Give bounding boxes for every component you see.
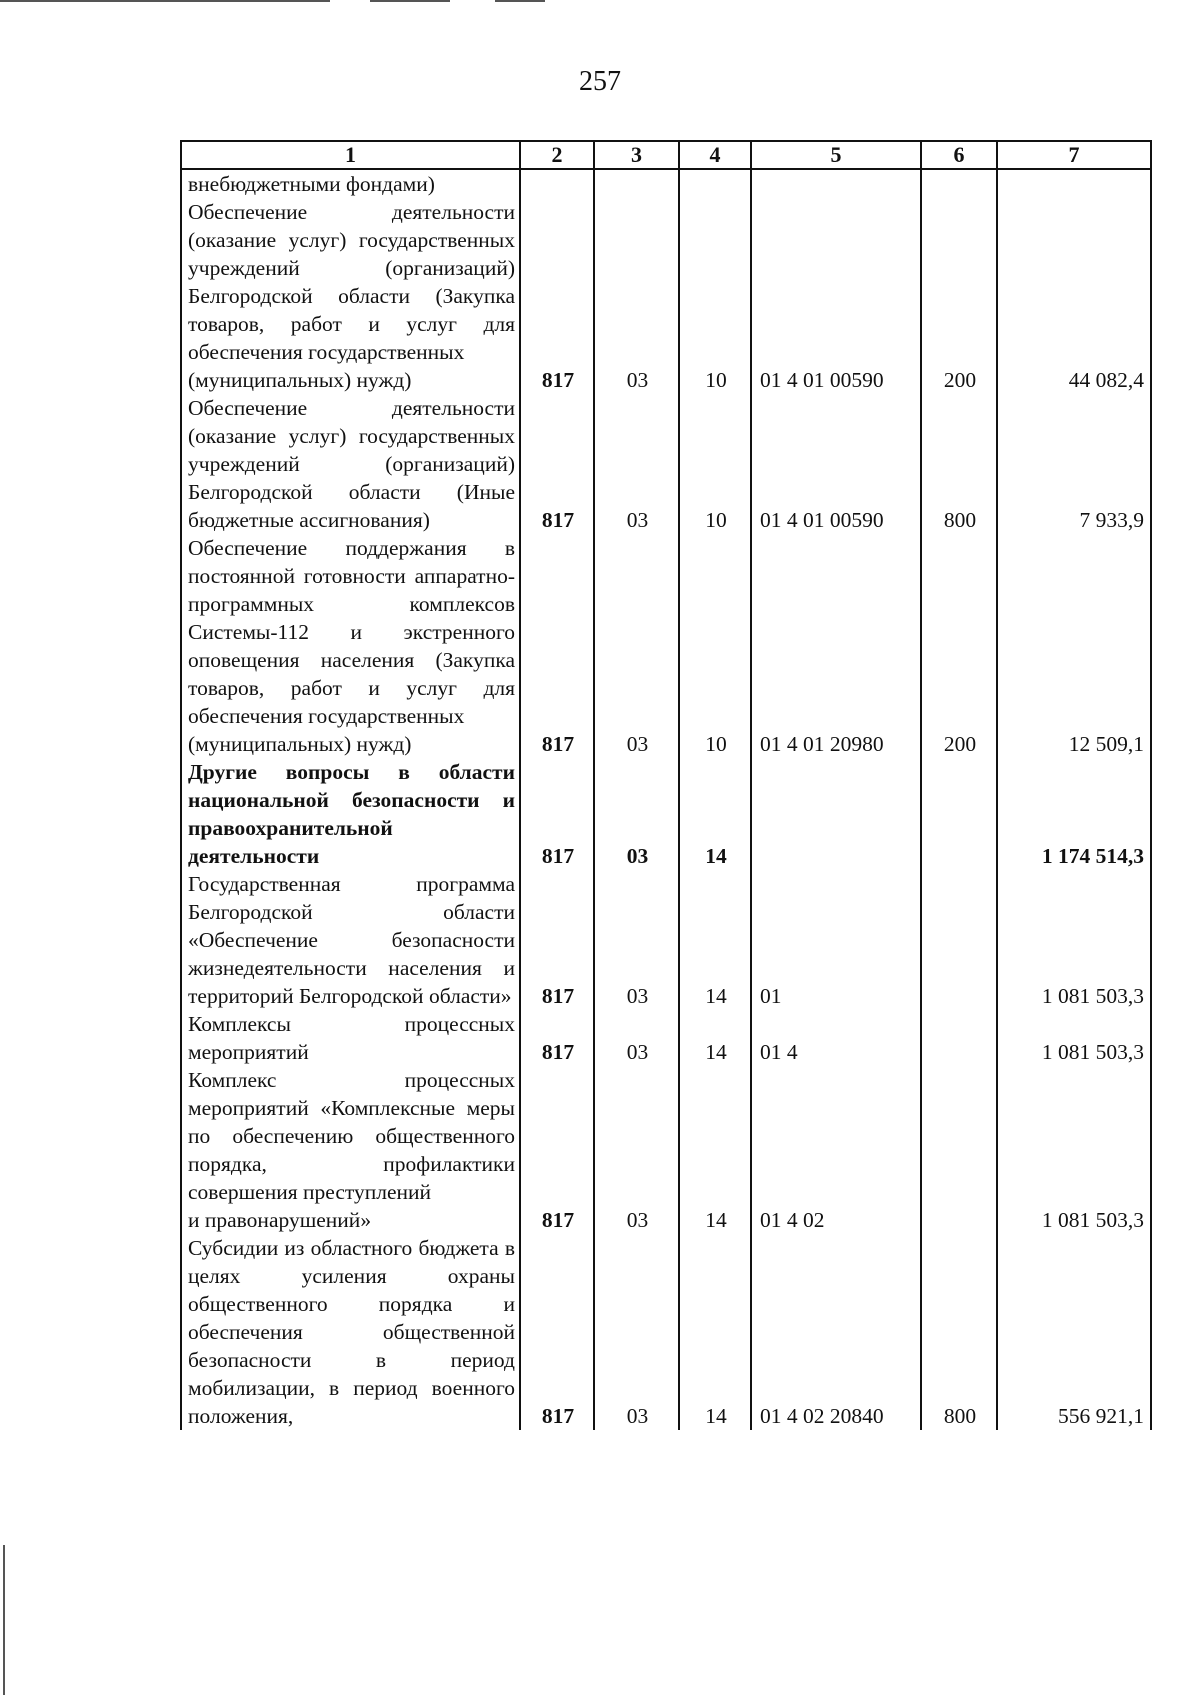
column-header: 1 [181,141,520,169]
row-name: Государственная программа Белгородской области «Обеспечение безопасности жизнедеятельности населения и территорий Белгородской области» [181,870,520,1010]
row-csr [751,169,921,198]
table-row [181,534,1151,758]
row-name: Обеспечение деятельности (оказание услуг) государственных учреждений (организаций) Белгородской области (Иные бюджетные ассигнования) [181,394,520,534]
row-name: внебюджетными фондами) [181,169,520,198]
row-rz: 03 [594,1234,679,1430]
row-pr: 10 [679,394,751,534]
row-rz: 03 [594,1066,679,1234]
row-gr: 817 [520,394,594,534]
row-gr: 817 [520,534,594,758]
row-gr: 817 [520,1234,594,1430]
page-number: 257 [579,66,621,97]
row-rz: 03 [594,1010,679,1066]
scan-artifact-top [0,0,330,2]
column-header: 5 [751,141,921,169]
row-csr: 01 [751,870,921,1010]
row-pr: 14 [679,870,751,1010]
row-name: Комплекс процессных мероприятий «Комплексные меры по обеспечению общественного порядка, профилактики совершения преступлений и правонарушений» [181,1066,520,1234]
column-header: 7 [997,141,1151,169]
scan-artifact-top [370,0,450,2]
scan-artifact-top [495,0,545,2]
column-header: 2 [520,141,594,169]
table-row [181,198,1151,394]
scan-artifact-left [3,1545,5,1695]
row-csr: 01 4 02 [751,1066,921,1234]
row-csr: 01 4 02 20840 [751,1234,921,1430]
row-vr [921,169,997,198]
row-vr [921,1066,997,1234]
table-row [181,169,1151,198]
row-csr [751,758,921,870]
table-row [181,1066,1151,1234]
row-gr: 817 [520,1010,594,1066]
row-vr: 800 [921,1234,997,1430]
row-vr [921,870,997,1010]
row-rz [594,169,679,198]
row-gr: 817 [520,758,594,870]
row-vr: 200 [921,198,997,394]
row-name: Другие вопросы в области национальной безопасности и правоохранительной деятельности [181,758,520,870]
row-name: Субсидии из областного бюджета в целях усиления охраны общественного порядка и обеспечения общественной безопасности в период мобилизации, в период военного положения, [181,1234,520,1430]
table-row [181,1010,1151,1066]
row-csr: 01 4 [751,1010,921,1066]
row-rz: 03 [594,198,679,394]
row-pr: 10 [679,198,751,394]
row-csr: 01 4 01 00590 [751,198,921,394]
row-gr [520,169,594,198]
row-pr: 14 [679,758,751,870]
table-row [181,870,1151,1010]
header-row [181,141,1151,169]
row-vr: 200 [921,534,997,758]
row-name: Обеспечение деятельности (оказание услуг) государственных учреждений (организаций) Белгородской области (Закупка товаров, работ и услуг для обеспечения государственных (муниципальных) нужд) [181,198,520,394]
row-sum: 44 082,4 [997,198,1151,394]
row-csr: 01 4 01 20980 [751,534,921,758]
row-vr: 800 [921,394,997,534]
row-name: Комплексы процессных мероприятий [181,1010,520,1066]
row-csr: 01 4 01 00590 [751,394,921,534]
table-row-section-total [181,758,1151,870]
row-rz: 03 [594,534,679,758]
row-rz: 03 [594,394,679,534]
row-pr: 14 [679,1066,751,1234]
row-pr: 10 [679,534,751,758]
row-vr [921,758,997,870]
row-name: Обеспечение поддержания в постоянной готовности аппаратно-программных комплексов Системы-112 и экстренного оповещения населения (Закупка товаров, работ и услуг для обеспечения государственных (муниципальных) нужд) [181,534,520,758]
column-header: 6 [921,141,997,169]
row-sum: 556 921,1 [997,1234,1151,1430]
row-gr: 817 [520,870,594,1010]
row-sum: 12 509,1 [997,534,1151,758]
row-sum: 7 933,9 [997,394,1151,534]
row-sum: 1 081 503,3 [997,870,1151,1010]
row-pr [679,169,751,198]
row-pr: 14 [679,1010,751,1066]
table-row [181,394,1151,534]
row-sum: 1 081 503,3 [997,1066,1151,1234]
row-gr: 817 [520,1066,594,1234]
row-sum: 1 081 503,3 [997,1010,1151,1066]
row-rz: 03 [594,758,679,870]
row-pr: 14 [679,1234,751,1430]
row-gr: 817 [520,198,594,394]
row-rz: 03 [594,870,679,1010]
column-header: 4 [679,141,751,169]
column-header: 3 [594,141,679,169]
budget-table [180,140,1152,1430]
table-row [181,1234,1151,1430]
row-sum [997,169,1151,198]
row-sum: 1 174 514,3 [997,758,1151,870]
row-vr [921,1010,997,1066]
